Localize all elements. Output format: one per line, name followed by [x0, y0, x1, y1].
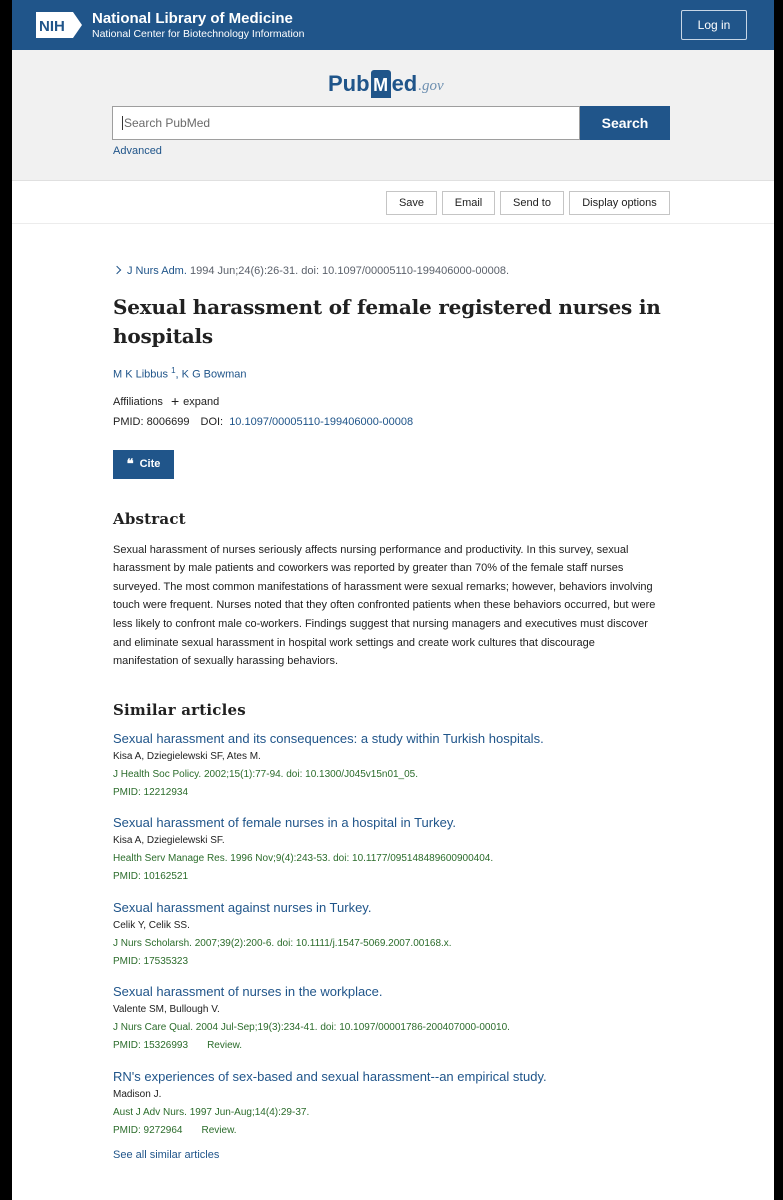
pubmed-logo-gov: .gov [418, 78, 444, 94]
cite-button[interactable] [113, 450, 174, 479]
see-all-similar-link[interactable]: See all similar articles [113, 1149, 220, 1162]
similar-article-pmid: PMID: 17535323 [113, 955, 189, 967]
action-toolbar [12, 181, 774, 224]
similar-article-pmid-row [113, 784, 673, 802]
author-list [113, 366, 673, 381]
email-button[interactable]: Email [442, 191, 495, 215]
nih-title: National Library of Medicine [92, 10, 293, 27]
pubmed-logo[interactable] [328, 64, 444, 98]
author-link[interactable]: M K Libbus [113, 368, 169, 381]
journal-link[interactable]: J Nurs Adm. [127, 265, 187, 277]
pubmed-logo-pub: Pub [328, 71, 370, 96]
author-link[interactable]: K G Bowman [181, 368, 247, 381]
login-button[interactable]: Log in [681, 10, 747, 40]
affiliations-label: Affiliations [113, 395, 163, 408]
nih-subtitle: National Center for Biotechnology Information [92, 28, 305, 40]
affiliation-number[interactable]: 1 [171, 366, 176, 375]
abstract-text: Sexual harassment of nurses seriously affects nursing performance and productivity. In this survey, sexual harassment by male patients and coworkers was reported by greater than 70% of the female staff nurses surveyed. The most common manifestations of harassment were sexual remarks; however, behaviors involving touch were frequent. Nurses noted that they often confronted patients when these behaviors occurred, but were less likely to confront male co-workers. Findings suggest that nursing managers and executives must discover and eliminate sexual harassment in hospital work settings and create work cultures that discourage manifestation of sexually harassing behaviors. [113, 543, 656, 668]
similar-article-authors: Celik Y, Celik SS. [113, 919, 190, 931]
similar-article-item [113, 982, 673, 1067]
similar-article-item [113, 898, 673, 983]
search-area [12, 50, 774, 181]
cite-label: Cite [139, 458, 161, 471]
search-input[interactable] [112, 106, 580, 140]
similar-article-title[interactable]: Sexual harassment against nurses in Turkey. [113, 899, 372, 915]
affiliations-row [113, 393, 673, 410]
similar-article-pmid-row [113, 953, 673, 971]
similar-articles-list [113, 729, 673, 1152]
send-to-button[interactable]: Send to [500, 191, 564, 215]
similar-articles-heading: Similar articles [113, 700, 246, 719]
identifiers-row [113, 416, 673, 428]
svg-text:NIH: NIH [39, 18, 65, 35]
doi-label: DOI: [200, 415, 224, 428]
similar-article-item [113, 1067, 673, 1152]
similar-article-authors: Kisa A, Dziegielewski SF. [113, 835, 225, 847]
search-button[interactable]: Search [580, 106, 670, 140]
similar-article-authors: Madison J. [113, 1088, 162, 1100]
journal-citation-text: 1994 Jun;24(6):26-31. doi: 10.1097/00005110-199406000-00008. [186, 265, 510, 277]
display-options-button[interactable]: Display options [569, 191, 670, 215]
chevron-right-icon [113, 266, 121, 274]
review-badge: Review. [207, 1040, 243, 1052]
similar-article-item [113, 729, 673, 814]
pmid: PMID: 8006699 [113, 415, 190, 428]
quote-icon: ❝ [126, 456, 134, 472]
similar-article-pmid-row [113, 1037, 673, 1055]
similar-article-pmid: PMID: 10162521 [113, 871, 189, 883]
similar-article-pmid-row [113, 1122, 673, 1140]
similar-article-title[interactable]: RN's experiences of sex-based and sexual harassment--an empirical study. [113, 1068, 547, 1084]
abstract-heading: Abstract [113, 509, 186, 528]
similar-article-citation: J Health Soc Policy. 2002;15(1):77-94. doi: 10.1300/J045v15n01_05. [113, 768, 419, 780]
journal-citation [113, 264, 673, 278]
similar-article-citation: J Nurs Care Qual. 2004 Jul-Sep;19(3):234-41. doi: 10.1097/00001786-200407000-00010. [113, 1022, 510, 1034]
similar-article-item [113, 813, 673, 898]
similar-article-authors: Valente SM, Bullough V. [113, 1004, 220, 1016]
similar-article-title[interactable]: Sexual harassment and its consequences: a study within Turkish hospitals. [113, 730, 544, 746]
save-button[interactable]: Save [386, 191, 437, 215]
article-title: Sexual harassment of female registered nurses in hospitals [113, 295, 661, 348]
similar-article-title[interactable]: Sexual harassment of female nurses in a hospital in Turkey. [113, 815, 456, 831]
similar-article-citation: J Nurs Scholarsh. 2007;39(2):200-6. doi: 10.1111/j.1547-5069.2007.00168.x. [113, 937, 452, 949]
nih-logo[interactable] [35, 11, 83, 39]
nih-branding[interactable] [92, 10, 304, 41]
page-frame [12, 0, 774, 1200]
pubmed-logo-badge: M [371, 70, 391, 98]
similar-article-authors: Kisa A, Dziegielewski SF, Ates M. [113, 750, 261, 762]
plus-icon[interactable]: + [170, 393, 180, 410]
doi-link[interactable]: 10.1097/00005110-199406000-00008 [229, 415, 414, 428]
nih-header [12, 0, 774, 50]
similar-article-citation: Health Serv Manage Res. 1996 Nov;9(4):243-53. doi: 10.1177/095148489600900404. [113, 853, 494, 865]
similar-article-citation: Aust J Adv Nurs. 1997 Jun-Aug;14(4):29-37. [113, 1106, 310, 1118]
similar-article-pmid: PMID: 12212934 [113, 786, 189, 798]
similar-article-title[interactable]: Sexual harassment of nurses in the workplace. [113, 984, 383, 1000]
expand-affiliations-button[interactable]: expand [183, 395, 220, 408]
advanced-search-link[interactable]: Advanced [113, 145, 162, 157]
article-main [113, 264, 673, 1161]
similar-article-pmid: PMID: 9272964 [113, 1124, 183, 1136]
pubmed-logo-med: ed [391, 71, 418, 96]
similar-article-pmid-row [113, 868, 673, 886]
similar-article-pmid: PMID: 15326993 [113, 1040, 189, 1052]
search-placeholder: Search PubMed [124, 116, 211, 130]
text-caret [122, 116, 123, 130]
author-separator: , [175, 368, 182, 381]
review-badge: Review. [201, 1124, 237, 1136]
